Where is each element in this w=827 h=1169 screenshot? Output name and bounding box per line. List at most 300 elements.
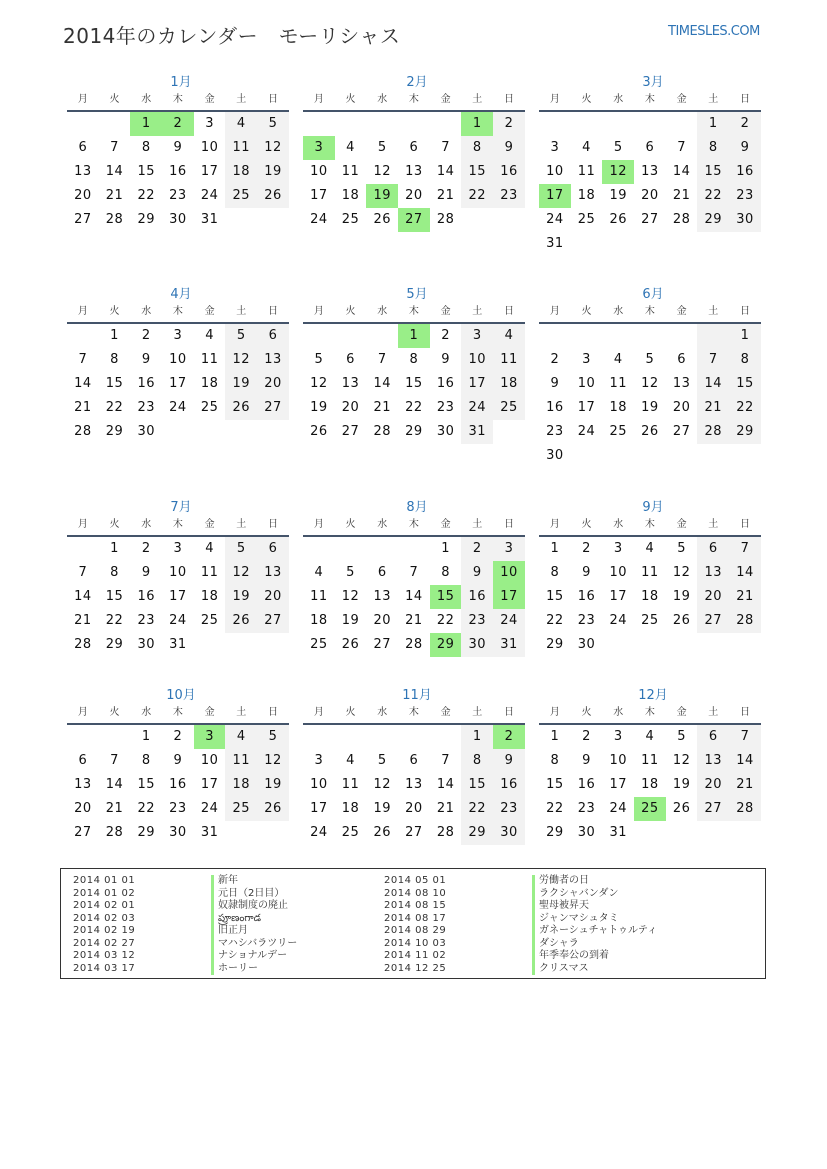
day-cell: 7 <box>677 140 686 155</box>
empty-day-cell <box>697 324 729 348</box>
day-cell: 11 <box>225 749 257 773</box>
day-cell: 2 <box>582 541 591 556</box>
day-cell: 5 <box>377 753 387 768</box>
day-cell: 11 <box>225 136 257 160</box>
weekday-label: 火 <box>109 519 120 530</box>
month-calendar <box>303 499 525 657</box>
day-cell: 4 <box>314 565 324 580</box>
day-cell: 25 <box>225 797 257 821</box>
day-cell: 22 <box>405 400 423 415</box>
empty-day-cell <box>366 112 398 136</box>
day-cell: 4 <box>205 328 214 343</box>
holiday-day-cell: 17 <box>539 184 571 208</box>
day-cell: 10 <box>200 140 219 155</box>
day-cell: 7 <box>377 352 387 367</box>
day-cell: 27 <box>672 424 691 439</box>
day-cell: 21 <box>729 773 761 797</box>
month-calendar <box>539 499 761 657</box>
empty-day-cell <box>67 112 99 136</box>
holiday-date: 2014 03 17 <box>73 962 136 974</box>
day-cell: 25 <box>609 424 627 439</box>
month-name: 6月 <box>642 287 664 302</box>
holiday-day-cell: 1 <box>398 324 430 348</box>
weekday-label: 月 <box>549 519 560 530</box>
day-cell: 8 <box>461 749 493 773</box>
holiday-name: 元日（2日目） <box>211 888 284 901</box>
day-cell: 18 <box>310 613 328 628</box>
month-name: 9月 <box>642 500 664 515</box>
day-cell: 30 <box>436 424 455 439</box>
day-cell: 1 <box>550 541 560 556</box>
day-cell: 17 <box>609 589 627 604</box>
day-cell: 14 <box>729 749 761 773</box>
weekday-label: 木 <box>644 707 655 718</box>
day-cell: 30 <box>493 821 525 845</box>
day-cell: 22 <box>105 613 124 628</box>
day-cell: 6 <box>409 753 419 768</box>
day-cell: 19 <box>225 372 257 396</box>
day-cell: 20 <box>257 585 289 609</box>
day-cell: 19 <box>641 400 659 415</box>
weekday-label: 日 <box>267 306 278 317</box>
holiday-name: クリスマス <box>532 963 589 976</box>
day-cell: 27 <box>697 797 729 821</box>
weekday-label: 日 <box>267 519 278 530</box>
day-cell: 12 <box>225 348 257 372</box>
weekday-label: 火 <box>581 519 592 530</box>
empty-day-cell <box>571 324 603 348</box>
empty-day-cell <box>398 537 430 561</box>
weekday-label: 金 <box>676 519 687 530</box>
holiday-date: 2014 10 03 <box>384 937 447 949</box>
empty-day-cell <box>634 112 666 136</box>
day-cell: 4 <box>645 729 655 744</box>
day-grid <box>67 725 289 845</box>
day-cell: 17 <box>310 801 328 816</box>
weekday-label: 火 <box>345 519 356 530</box>
day-cell: 9 <box>441 352 450 367</box>
day-cell: 9 <box>729 136 761 160</box>
day-cell: 9 <box>493 136 525 160</box>
day-cell: 14 <box>405 589 423 604</box>
holiday-name: 奴隷制度の廃止 <box>211 900 288 913</box>
day-cell: 22 <box>729 396 761 420</box>
day-cell: 12 <box>310 376 328 391</box>
day-cell: 5 <box>613 140 623 155</box>
day-cell: 1 <box>461 725 493 749</box>
day-cell: 13 <box>697 749 729 773</box>
weekday-label: 火 <box>581 707 592 718</box>
empty-day-cell <box>666 324 698 348</box>
weekday-label: 金 <box>440 94 451 105</box>
day-cell: 28 <box>697 420 729 444</box>
day-cell: 28 <box>672 212 691 227</box>
day-cell: 27 <box>74 825 92 840</box>
day-cell: 4 <box>493 324 525 348</box>
holiday-date: 2014 01 01 <box>73 875 136 886</box>
day-cell: 29 <box>405 424 423 439</box>
day-cell: 7 <box>409 565 419 580</box>
holiday-day-cell: 25 <box>634 797 666 821</box>
month-name: 7月 <box>170 500 192 515</box>
holiday-name: ジャンマシュタミ <box>532 913 619 926</box>
day-cell: 25 <box>641 613 659 628</box>
empty-day-cell <box>539 324 571 348</box>
holiday-day-cell: 1 <box>461 112 493 136</box>
day-cell: 26 <box>257 797 289 821</box>
weekday-label: 木 <box>172 94 183 105</box>
weekday-header <box>539 517 761 537</box>
month-calendar <box>303 286 525 444</box>
weekday-label: 土 <box>236 94 247 105</box>
day-cell: 31 <box>200 212 219 227</box>
day-cell: 13 <box>74 777 92 792</box>
month-name: 3月 <box>642 75 664 90</box>
day-cell: 6 <box>78 753 88 768</box>
weekday-label: 金 <box>440 306 451 317</box>
day-cell: 2 <box>441 328 450 343</box>
day-cell: 29 <box>729 420 761 444</box>
day-cell: 8 <box>110 565 119 580</box>
day-cell: 25 <box>310 637 328 652</box>
weekday-label: 月 <box>549 306 560 317</box>
weekday-label: 日 <box>739 306 750 317</box>
weekday-label: 金 <box>440 707 451 718</box>
day-grid <box>539 725 761 845</box>
empty-day-cell <box>571 112 603 136</box>
day-cell: 18 <box>493 372 525 396</box>
month-name: 8月 <box>406 500 428 515</box>
day-cell: 2 <box>582 729 591 744</box>
day-cell: 13 <box>672 376 691 391</box>
holiday-name: マハシバラツリー <box>211 938 297 951</box>
day-cell: 10 <box>169 565 187 580</box>
day-cell: 20 <box>74 801 92 816</box>
day-cell: 5 <box>677 729 686 744</box>
weekday-label: 木 <box>408 519 419 530</box>
day-cell: 7 <box>78 565 88 580</box>
day-cell: 4 <box>645 541 655 556</box>
day-cell: 15 <box>137 777 155 792</box>
weekday-header <box>67 517 289 537</box>
day-cell: 23 <box>436 400 455 415</box>
weekday-label: 日 <box>739 519 750 530</box>
weekday-label: 水 <box>377 519 388 530</box>
day-cell: 4 <box>346 140 355 155</box>
weekday-label: 日 <box>503 519 514 530</box>
holiday-day-cell: 3 <box>194 725 226 749</box>
day-cell: 11 <box>577 164 596 179</box>
holiday-date: 2014 02 27 <box>73 937 136 949</box>
day-cell: 25 <box>225 184 257 208</box>
day-cell: 5 <box>377 140 387 155</box>
day-cell: 28 <box>436 825 455 840</box>
day-cell: 20 <box>641 188 659 203</box>
weekday-label: 木 <box>408 306 419 317</box>
day-cell: 25 <box>341 212 360 227</box>
day-cell: 20 <box>373 613 391 628</box>
day-cell: 1 <box>697 112 729 136</box>
day-cell: 28 <box>74 637 92 652</box>
weekday-label: 月 <box>77 707 88 718</box>
day-cell: 15 <box>546 589 564 604</box>
weekday-label: 水 <box>141 519 152 530</box>
day-cell: 3 <box>461 324 493 348</box>
day-cell: 20 <box>405 188 423 203</box>
day-cell: 20 <box>697 585 729 609</box>
brand-logo[interactable]: TIMESLES.COM <box>668 24 760 39</box>
day-cell: 9 <box>582 565 591 580</box>
day-grid <box>303 324 525 444</box>
day-cell: 10 <box>546 164 564 179</box>
day-cell: 21 <box>373 400 391 415</box>
weekday-header <box>303 92 525 112</box>
day-cell: 31 <box>461 420 493 444</box>
day-cell: 29 <box>105 424 124 439</box>
weekday-label: 月 <box>77 94 88 105</box>
day-cell: 16 <box>577 589 596 604</box>
month-name: 2月 <box>406 75 428 90</box>
day-cell: 26 <box>373 825 391 840</box>
empty-day-cell <box>99 112 131 136</box>
day-cell: 22 <box>137 188 155 203</box>
day-cell: 24 <box>169 613 187 628</box>
day-cell: 15 <box>105 376 124 391</box>
day-cell: 16 <box>137 376 155 391</box>
day-cell: 10 <box>609 753 627 768</box>
holiday-day-cell: 17 <box>493 585 525 609</box>
day-cell: 10 <box>577 376 596 391</box>
empty-day-cell <box>366 324 398 348</box>
day-cell: 21 <box>729 585 761 609</box>
day-cell: 9 <box>173 753 183 768</box>
day-cell: 12 <box>257 136 289 160</box>
day-cell: 14 <box>697 372 729 396</box>
weekday-label: 金 <box>204 707 215 718</box>
day-cell: 17 <box>577 400 596 415</box>
day-cell: 16 <box>461 585 493 609</box>
day-cell: 26 <box>310 424 328 439</box>
day-cell: 8 <box>409 352 419 367</box>
day-cell: 6 <box>346 352 355 367</box>
day-cell: 22 <box>137 801 155 816</box>
day-cell: 15 <box>405 376 423 391</box>
holiday-name: 旧正月 <box>211 925 248 938</box>
weekday-label: 土 <box>708 306 719 317</box>
day-cell: 6 <box>677 352 686 367</box>
day-cell: 26 <box>641 424 659 439</box>
weekday-label: 月 <box>549 707 560 718</box>
day-cell: 23 <box>729 184 761 208</box>
day-cell: 17 <box>461 372 493 396</box>
day-cell: 15 <box>461 160 493 184</box>
day-grid <box>303 537 525 657</box>
day-cell: 27 <box>257 609 289 633</box>
day-cell: 5 <box>257 112 289 136</box>
month-name: 11月 <box>402 688 432 703</box>
day-cell: 9 <box>582 753 591 768</box>
day-cell: 10 <box>461 348 493 372</box>
day-cell: 16 <box>729 160 761 184</box>
day-cell: 30 <box>169 825 187 840</box>
day-grid <box>67 324 289 444</box>
weekday-label: 土 <box>472 94 483 105</box>
day-cell: 12 <box>225 561 257 585</box>
day-cell: 1 <box>110 328 119 343</box>
day-cell: 12 <box>672 753 691 768</box>
day-cell: 3 <box>173 328 183 343</box>
day-cell: 30 <box>169 212 187 227</box>
day-cell: 29 <box>546 825 564 840</box>
weekday-label: 木 <box>172 519 183 530</box>
day-cell: 21 <box>672 188 691 203</box>
holiday-day-cell: 2 <box>162 112 194 136</box>
day-cell: 22 <box>461 797 493 821</box>
day-cell: 18 <box>641 777 659 792</box>
weekday-label: 土 <box>708 519 719 530</box>
weekday-label: 火 <box>109 94 120 105</box>
day-cell: 20 <box>257 372 289 396</box>
empty-day-cell <box>335 537 367 561</box>
weekday-label: 火 <box>581 94 592 105</box>
day-cell: 20 <box>697 773 729 797</box>
weekday-label: 月 <box>77 519 88 530</box>
day-cell: 8 <box>729 348 761 372</box>
empty-day-cell <box>666 112 698 136</box>
day-cell: 14 <box>436 164 455 179</box>
day-cell: 18 <box>641 589 659 604</box>
day-cell: 8 <box>461 136 493 160</box>
day-cell: 21 <box>436 801 455 816</box>
weekday-label: 月 <box>313 707 324 718</box>
weekday-label: 土 <box>472 519 483 530</box>
weekday-label: 水 <box>377 707 388 718</box>
day-cell: 7 <box>110 753 119 768</box>
day-grid <box>303 112 525 232</box>
holiday-day-cell: 3 <box>303 136 335 160</box>
day-cell: 2 <box>461 537 493 561</box>
day-cell: 2 <box>173 729 183 744</box>
day-cell: 24 <box>310 825 328 840</box>
day-cell: 19 <box>257 160 289 184</box>
day-cell: 2 <box>141 541 151 556</box>
day-cell: 30 <box>461 633 493 657</box>
weekday-label: 日 <box>739 94 750 105</box>
empty-day-cell <box>430 725 462 749</box>
weekday-label: 水 <box>613 94 624 105</box>
weekday-label: 火 <box>345 94 356 105</box>
holiday-day-cell: 15 <box>430 585 462 609</box>
weekday-label: 月 <box>313 519 324 530</box>
day-cell: 26 <box>672 801 691 816</box>
month-name: 1月 <box>170 75 192 90</box>
weekday-label: 水 <box>377 306 388 317</box>
day-cell: 8 <box>110 352 119 367</box>
day-cell: 28 <box>405 637 423 652</box>
day-cell: 30 <box>577 825 596 840</box>
day-cell: 28 <box>74 424 92 439</box>
day-cell: 23 <box>577 613 596 628</box>
weekday-label: 土 <box>236 519 247 530</box>
day-cell: 30 <box>577 637 596 652</box>
holiday-day-cell: 2 <box>493 725 525 749</box>
weekday-label: 金 <box>204 94 215 105</box>
day-cell: 17 <box>200 164 219 179</box>
day-cell: 30 <box>729 208 761 232</box>
day-cell: 14 <box>373 376 391 391</box>
day-cell: 1 <box>441 541 450 556</box>
day-cell: 4 <box>613 352 623 367</box>
day-cell: 10 <box>200 753 219 768</box>
day-cell: 8 <box>550 565 560 580</box>
day-cell: 9 <box>141 565 151 580</box>
day-grid <box>67 112 289 232</box>
month-name: 5月 <box>406 287 428 302</box>
day-cell: 27 <box>257 396 289 420</box>
day-cell: 15 <box>137 164 155 179</box>
holiday-day-cell: 1 <box>130 112 162 136</box>
weekday-header <box>67 304 289 324</box>
weekday-label: 金 <box>676 306 687 317</box>
holiday-day-cell: 10 <box>493 561 525 585</box>
weekday-label: 月 <box>549 94 560 105</box>
day-cell: 18 <box>341 188 360 203</box>
day-cell: 24 <box>577 424 596 439</box>
day-cell: 31 <box>609 825 627 840</box>
day-cell: 30 <box>137 424 155 439</box>
day-cell: 22 <box>436 613 455 628</box>
day-cell: 8 <box>441 565 450 580</box>
day-cell: 6 <box>377 565 387 580</box>
weekday-label: 木 <box>644 519 655 530</box>
day-cell: 21 <box>697 396 729 420</box>
day-cell: 3 <box>205 116 214 131</box>
day-cell: 3 <box>493 537 525 561</box>
day-cell: 14 <box>74 589 92 604</box>
day-cell: 25 <box>341 825 360 840</box>
page-title: 2014年のカレンダー モーリシャス <box>63 24 401 48</box>
day-cell: 24 <box>609 613 627 628</box>
day-cell: 6 <box>409 140 419 155</box>
weekday-label: 日 <box>503 94 514 105</box>
day-cell: 27 <box>341 424 360 439</box>
holiday-date: 2014 02 01 <box>73 900 136 911</box>
day-cell: 26 <box>672 613 691 628</box>
day-cell: 6 <box>257 324 289 348</box>
day-cell: 10 <box>310 777 328 792</box>
weekday-label: 日 <box>503 707 514 718</box>
day-cell: 16 <box>169 777 187 792</box>
day-cell: 20 <box>341 400 360 415</box>
day-cell: 13 <box>257 561 289 585</box>
day-cell: 26 <box>257 184 289 208</box>
day-cell: 24 <box>169 400 187 415</box>
day-cell: 15 <box>461 773 493 797</box>
weekday-label: 土 <box>236 707 247 718</box>
weekday-header <box>67 705 289 725</box>
day-cell: 7 <box>697 348 729 372</box>
day-cell: 23 <box>461 609 493 633</box>
day-cell: 5 <box>645 352 655 367</box>
day-cell: 19 <box>373 801 391 816</box>
day-cell: 28 <box>436 212 455 227</box>
weekday-label: 金 <box>204 519 215 530</box>
day-cell: 23 <box>169 801 187 816</box>
day-cell: 31 <box>169 637 187 652</box>
day-cell: 21 <box>436 188 455 203</box>
weekday-header <box>303 517 525 537</box>
day-cell: 29 <box>137 212 155 227</box>
